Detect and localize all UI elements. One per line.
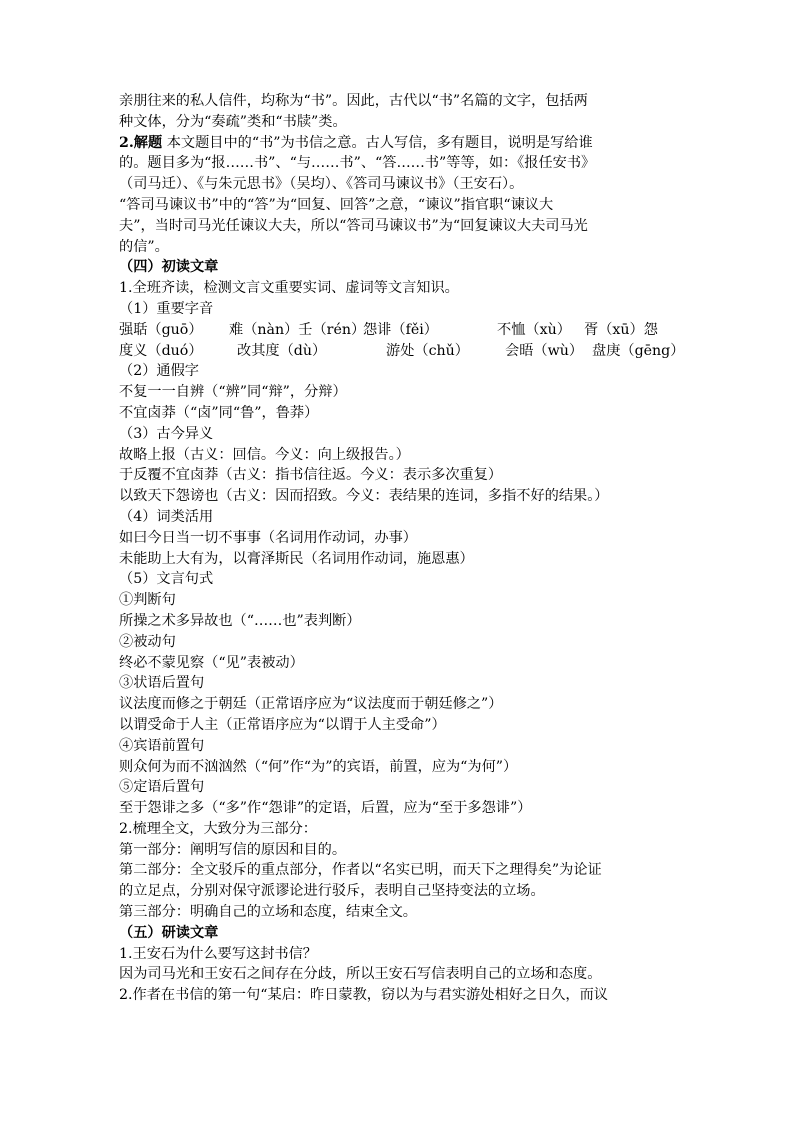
text-line: ②被动句	[119, 633, 176, 650]
text-line: 种文体，分为“奏疏”类和“书牍”类。	[119, 113, 347, 130]
text-line: 如曰今日当一切不事事（名词用作动词，办事）	[119, 529, 417, 546]
text-line: （4）词类活用	[119, 508, 214, 525]
pronunciation-item: 怨诽（fěi）	[363, 321, 438, 338]
bold-heading: （四）初读文章	[119, 259, 219, 276]
text-line: 以致天下怨谤也（古义：因而招致。今义：表结果的连词，多指不好的结果。）	[119, 488, 609, 505]
pronunciation-item: 胥（xū）怨	[584, 321, 658, 338]
text-line: 故略上报（古义：回信。今义：向上级报告。）	[119, 446, 410, 463]
pronunciation-item: 强聒（guō）	[119, 321, 203, 338]
text-line: 第三部分：明确自己的立场和态度，结束全文。	[119, 904, 417, 921]
bold-heading: （五）研读文章	[119, 924, 219, 941]
text-line: 的。题目多为“报……书”、“与……书”、“答……书”等等，如：《报任安书》	[119, 155, 596, 172]
text-line: 未能助上大有为，以膏泽斯民（名词用作动词，施恩惠）	[119, 550, 474, 567]
text-line: ④宾语前置句	[119, 737, 205, 754]
text-line: 2.梳理全文，大致分为三部分：	[119, 820, 317, 837]
pronunciation-item: 难（nàn）壬（rén）	[229, 321, 366, 338]
text-line: 不复一一自辨（“辨”同“辩”，分辩）	[119, 384, 347, 401]
text-line: 夫”，当时司马光任谏议大夫，所以“答司马谏议书”为“回复谏议大夫司马光	[119, 217, 588, 234]
text-line	[119, 923, 684, 944]
pronunciation-item: 不恤（xù）	[497, 321, 571, 338]
text-line: 2.作者在书信的第一句“某启：昨日蒙教，窃以为与君实游处相好之日久，而议	[119, 987, 608, 1004]
pronunciation-item: 度义（duó）	[119, 342, 203, 359]
text-line	[119, 257, 684, 278]
text-line: 至于怨诽之多（“多”作“怨诽”的定语，后置，应为“至于多怨诽”）	[119, 800, 532, 817]
text-line	[119, 341, 684, 362]
text-line: ⑤定语后置句	[119, 779, 205, 796]
pronunciation-item: 会晤（wù）	[505, 342, 584, 359]
text-line: 因为司马光和王安石之间存在分歧，所以王安石写信表明自己的立场和态度。	[119, 966, 602, 983]
text-line: 不宜卤莽（“卤”同“鲁”，鲁莽）	[119, 404, 319, 421]
document-body	[119, 91, 684, 1006]
text-line: 的立足点，分别对保守派谬论进行驳斥，表明自己坚持变法的立场。	[119, 883, 545, 900]
text-line: 第一部分：阐明写信的原因和目的。	[119, 841, 347, 858]
pronunciation-item: 游处（chǔ）	[386, 342, 469, 359]
text-line	[119, 320, 684, 341]
text-line: （2）通假字	[119, 363, 199, 380]
text-line: ①判断句	[119, 592, 176, 609]
text-line: “答司马谏议书”中的“答”为“回复、回答”之意，“谏议”指官职“谏议大	[119, 196, 554, 213]
text-line: 1.全班齐读，检测文言文重要实词、虚词等文言知识。	[119, 280, 459, 297]
text-line: 1.王安石为什么要写这封书信？	[119, 945, 317, 962]
text-line: 终必不蒙见察（“见”表被动）	[119, 654, 304, 671]
pronunciation-item: 盘庚（gēng）	[592, 342, 684, 359]
text-line: 则众何为而不汹汹然（“何”作“为”的宾语，前置，应为“为何”）	[119, 758, 518, 775]
text-line: 亲朋往来的私人信件，均称为“书”。因此，古代以“书”名篇的文字，包括两	[119, 93, 588, 109]
text-line: 第二部分：全文驳斥的重点部分，作者以“名实已明，而天下之理得矣”为论证	[119, 862, 602, 879]
text-line: 以谓受命于人主（正常语序应为“以谓于人主受命”）	[119, 716, 446, 733]
text-line: （1）重要字音	[119, 300, 214, 317]
text-line: ③状语后置句	[119, 675, 205, 692]
text-line: （司马迁）、《与朱元思书》（吴均）、《答司马谏议书》（王安石）。	[119, 176, 524, 193]
text-line: 所操之术多异故也（“……也”表判断）	[119, 612, 361, 629]
text-line: 的信”。	[119, 238, 169, 255]
line-text: 本文题目中的“书”为书信之意。古人写信，多有题目，说明是写给谁	[162, 134, 593, 151]
text-line: （5）文言句式	[119, 571, 214, 588]
text-line: 于反覆不宜卤莽（古义：指书信往返。今义：表示多次重复）	[119, 467, 503, 484]
bold-heading: 2.解题	[119, 134, 163, 151]
text-line: （3）古今异义	[119, 425, 214, 442]
text-line: 议法度而修之于朝廷（正常语序应为“议法度而于朝廷修之”）	[119, 696, 503, 713]
text-line	[119, 133, 684, 154]
pronunciation-item: 改其度（dù）	[237, 342, 327, 359]
